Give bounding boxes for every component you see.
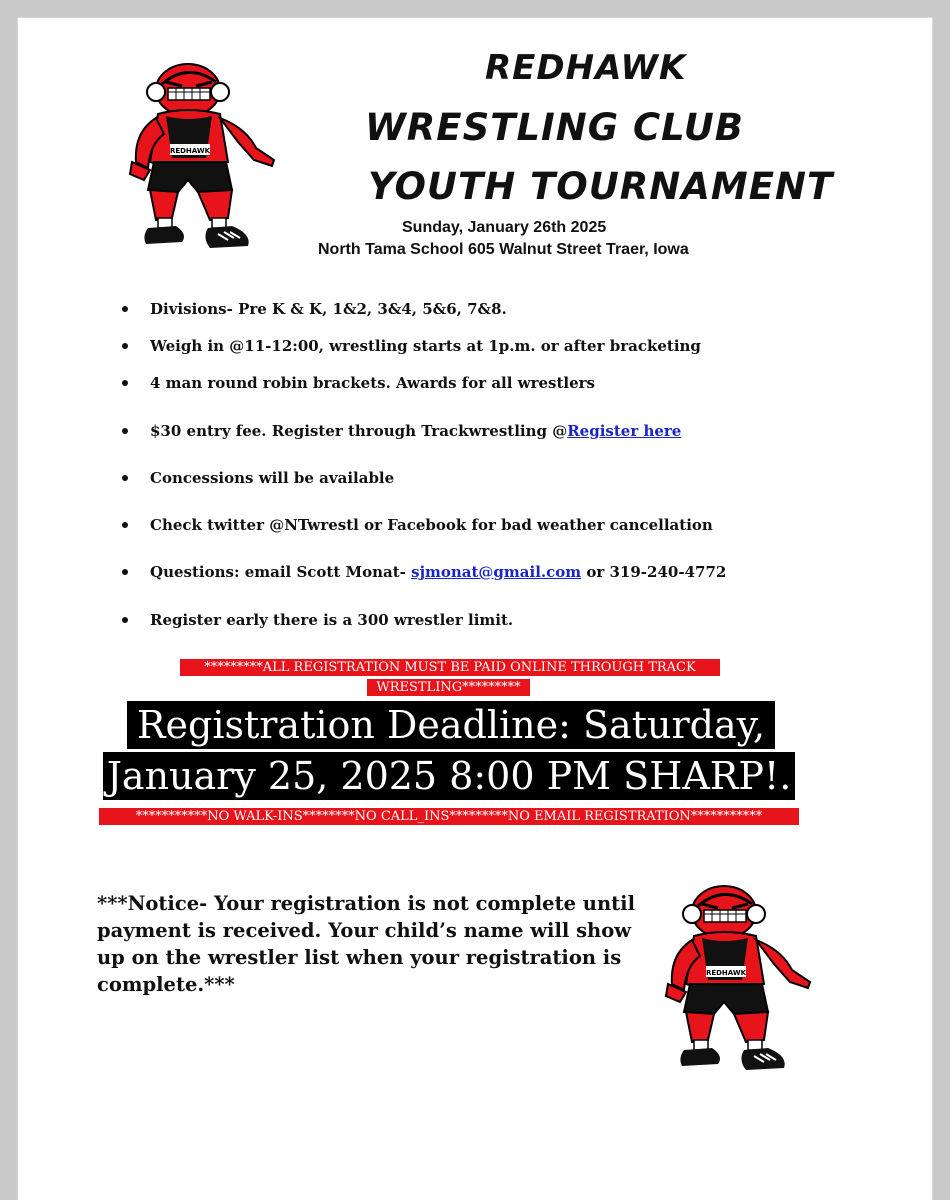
list-item (122, 300, 507, 318)
brackets-text: 4 man round robin brackets. Awards for all wrestlers (150, 374, 595, 392)
phone-text: or 319-240-4772 (581, 563, 727, 581)
list-item (122, 469, 395, 487)
register-here-link[interactable]: Register here (567, 422, 682, 440)
bullet-icon (122, 380, 128, 386)
bullet-icon (122, 522, 128, 528)
redhawk-mascot-bottom (664, 884, 820, 1080)
event-date: Sunday, January 26th 2025 (402, 219, 607, 236)
limit-text: Register early there is a 300 wrestler limit. (150, 611, 514, 629)
bullet-icon (122, 569, 128, 575)
fee-line (150, 422, 681, 440)
weather-text: Check twitter @NTwrestl or Facebook for bad weather cancellation (150, 516, 713, 534)
list-item (122, 563, 727, 581)
no-walkins-banner: ***********NO WALK-INS********NO CALL_INS*********NO EMAIL REGISTRATION*********** (99, 808, 799, 825)
concessions-text: Concessions will be available (150, 469, 395, 487)
singlet-text: REDHAWK (705, 969, 747, 977)
online-registration-banner-2: WRESTLING********* (367, 679, 530, 696)
redhawk-mascot-top (128, 62, 284, 258)
online-registration-banner-1: *********ALL REGISTRATION MUST BE PAID ONLINE THROUGH TRACK (180, 659, 720, 676)
fee-text: $30 entry fee. Register through Trackwrestling @ (150, 422, 568, 440)
title-line-3: YOUTH TOURNAMENT (368, 165, 834, 208)
bullet-icon (122, 343, 128, 349)
list-item (122, 422, 682, 440)
list-item (122, 516, 713, 534)
deadline-banner-1: Registration Deadline: Saturday, (127, 701, 775, 749)
list-item (122, 374, 595, 392)
bullet-icon (122, 428, 128, 434)
bullet-icon (122, 617, 128, 623)
title-line-2: WRESTLING CLUB (365, 106, 744, 149)
weigh-in-text: Weigh in @11-12:00, wrestling starts at 1p.m. or after bracketing (150, 337, 701, 355)
deadline-banner-2: January 25, 2025 8:00 PM SHARP!. (103, 752, 795, 800)
payment-notice: ***Notice- Your registration is not complete until payment is received. Your child’s name will show up on the wrestler list when your registration is complete.*** (97, 892, 635, 996)
event-location: North Tama School 605 Walnut Street Traer, Iowa (318, 241, 689, 258)
questions-text: Questions: email Scott Monat- (150, 563, 412, 581)
divisions-text: Divisions- Pre K & K, 1&2, 3&4, 5&6, 7&8. (150, 300, 507, 318)
questions-line (150, 563, 726, 581)
bullet-icon (122, 475, 128, 481)
email-link[interactable]: sjmonat@gmail.com (411, 563, 582, 581)
bullet-icon (122, 306, 128, 312)
singlet-text: REDHAWK (169, 147, 211, 155)
list-item (122, 337, 701, 355)
list-item (122, 611, 514, 629)
title-line-1: REDHAWK (485, 48, 687, 88)
